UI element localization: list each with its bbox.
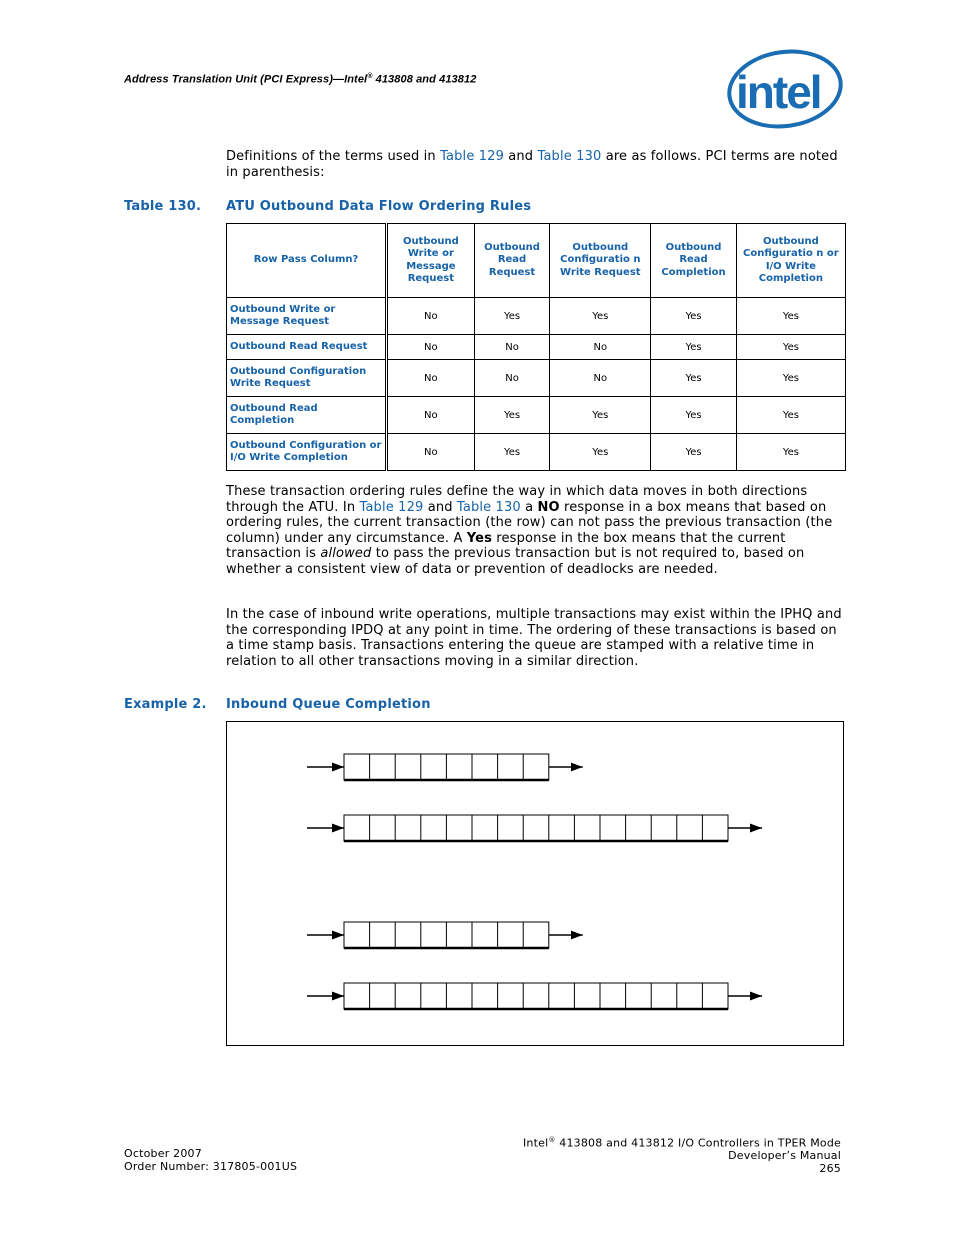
queue-1	[307, 754, 583, 780]
header-cell: Outbound Write or Message Request	[387, 224, 475, 298]
table-row	[227, 434, 846, 471]
table-row	[227, 360, 846, 397]
table-cell: No	[550, 335, 651, 360]
table-cell: Yes	[474, 434, 550, 471]
table-cell: Yes	[736, 335, 845, 360]
table-cell: Yes	[550, 397, 651, 434]
table-row	[227, 397, 846, 434]
queue-box	[344, 815, 728, 841]
table-cell: Yes	[651, 298, 737, 335]
queue-diagram	[227, 722, 843, 1045]
header-cell: Outbound Read Request	[474, 224, 550, 298]
footer-doc-title: Intel® 413808 and 413812 I/O Controllers in TPER Mode	[522, 1136, 841, 1150]
example-caption-title: Inbound Queue Completion	[226, 697, 431, 712]
table-cell: No	[387, 360, 475, 397]
queue-2	[307, 815, 762, 841]
ordering-rules-paragraph: These transaction ordering rules define the way in which data moves in both directions through the ATU. In Table 129 and Table 130 a NO response in a box means that based on ordering rules, the current transaction (the row) can not pass the previous transaction (the column) under any circumstance. A Yes response in the box means that the current transaction is allowed to pass the previous transaction but is not required to, based on whether a consistent view of data or prevention of deadlocks are needed.	[226, 484, 833, 577]
intro-paragraph: Definitions of the terms used in Table 129 and Table 130 are as follows. PCI terms are noted in parenthesis:	[226, 149, 838, 180]
table-cell: Yes	[736, 434, 845, 471]
footer-manual: Developer’s Manual	[728, 1149, 841, 1163]
table-cell: Yes	[550, 298, 651, 335]
table-cell: Yes	[651, 397, 737, 434]
header-cell: Outbound Configuratio n or I/O Write Completion	[736, 224, 845, 298]
table-cell: No	[474, 335, 550, 360]
intel-logo	[726, 48, 844, 130]
footer-right	[523, 1134, 841, 1175]
table-caption-title: ATU Outbound Data Flow Ordering Rules	[226, 199, 532, 214]
footer-date: October 2007	[124, 1147, 202, 1160]
running-header	[124, 73, 476, 86]
row-label: Outbound Read Request	[227, 335, 387, 360]
header-cell: Row Pass Column?	[227, 224, 387, 298]
row-label: Outbound Configuration or I/O Write Completion	[227, 434, 387, 471]
table-cell: No	[550, 360, 651, 397]
table-cell: Yes	[736, 298, 845, 335]
table-130-link[interactable]: Table 130	[537, 149, 602, 164]
table-cell: Yes	[474, 298, 550, 335]
table-cell: Yes	[550, 434, 651, 471]
row-label: Outbound Write or Message Request	[227, 298, 387, 335]
ordering-rules-table	[226, 223, 846, 471]
header-registered-mark: ®	[367, 73, 373, 80]
table-cell: No	[387, 434, 475, 471]
table-header-row	[227, 224, 846, 298]
header-cell: Outbound Read Completion	[651, 224, 737, 298]
table-cell: No	[474, 360, 550, 397]
table-cell: No	[387, 298, 475, 335]
intel-logo-text: intel	[736, 66, 821, 118]
footer-page-number: 265	[819, 1161, 841, 1175]
example-caption-number: Example 2.	[124, 697, 207, 712]
table-cell: Yes	[474, 397, 550, 434]
queue-3	[307, 922, 583, 948]
header-title-suffix: 413808 and 413812	[372, 73, 477, 86]
table-129-link[interactable]: Table 129	[440, 149, 505, 164]
footer-left	[124, 1148, 297, 1173]
row-label: Outbound Read Completion	[227, 397, 387, 434]
header-cell: Outbound Configuratio n Write Request	[550, 224, 651, 298]
row-label: Outbound Configuration Write Request	[227, 360, 387, 397]
table-cell: Yes	[651, 335, 737, 360]
inbound-write-paragraph: In the case of inbound write operations, multiple transactions may exist within the IPHQ and the corresponding IPDQ at any point in time. The ordering of these transactions is based on a time stamp basis. Transactions entering the queue are stamped with a relative time in relation to all other transactions moving in a similar direction.	[226, 607, 842, 669]
table-cell: No	[387, 335, 475, 360]
table-row	[227, 298, 846, 335]
table-cell: Yes	[736, 397, 845, 434]
table-row	[227, 335, 846, 360]
queue-box	[344, 983, 728, 1009]
header-title-text: Address Translation Unit (PCI Express)—Intel	[124, 73, 368, 86]
table-caption-number: Table 130.	[124, 199, 202, 214]
table-130-link[interactable]: Table 130	[456, 499, 521, 515]
table-cell: Yes	[651, 360, 737, 397]
table-129-link[interactable]: Table 129	[359, 499, 424, 515]
footer-order-number: Order Number: 317805-001US	[124, 1159, 298, 1173]
table-cell: Yes	[736, 360, 845, 397]
table-cell: No	[387, 397, 475, 434]
table-cell: Yes	[651, 434, 737, 471]
queue-4	[307, 983, 762, 1009]
queue-diagram-frame	[226, 721, 844, 1046]
